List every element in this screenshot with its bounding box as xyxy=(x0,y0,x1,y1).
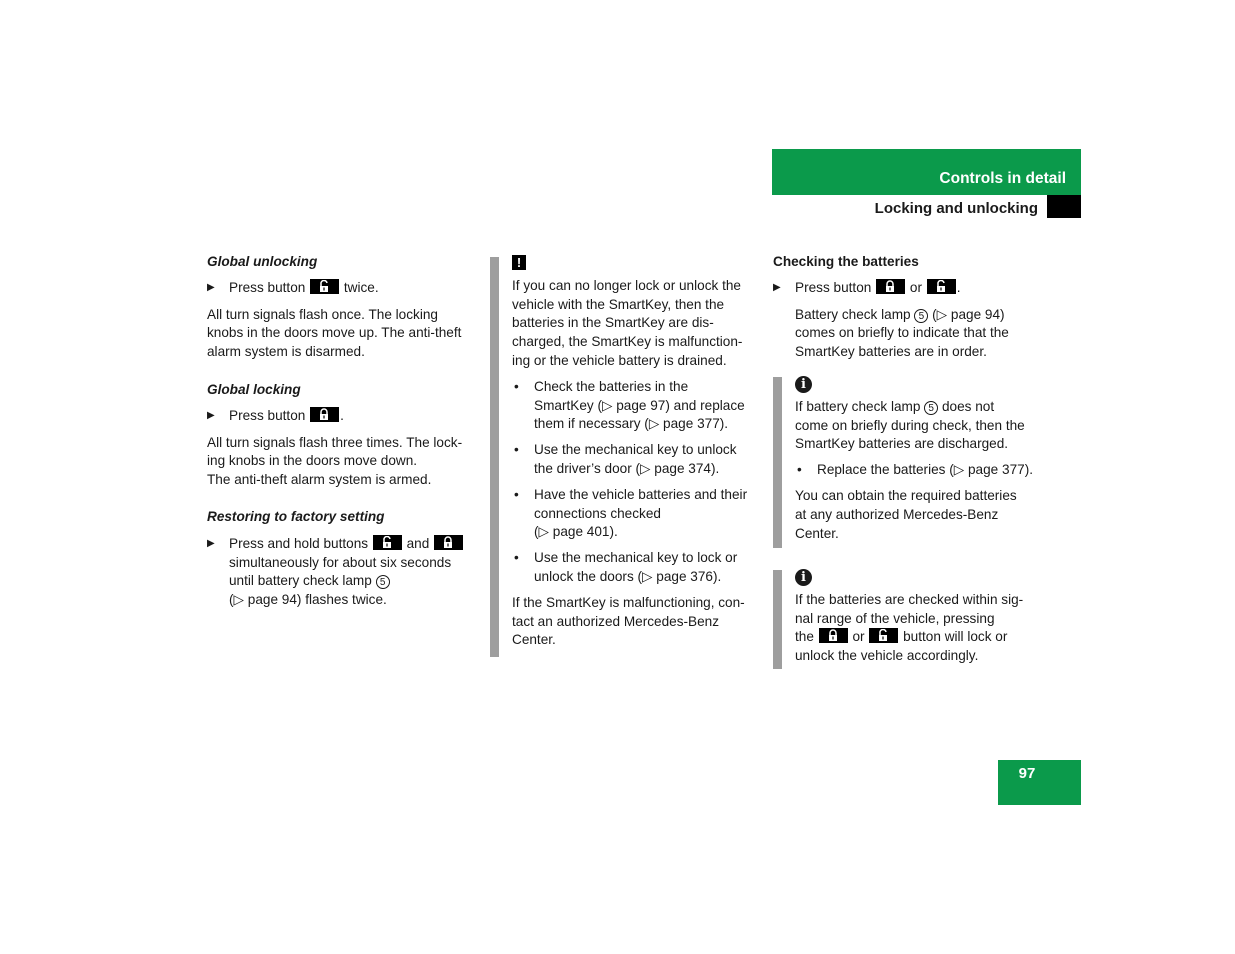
info-icon: i xyxy=(795,376,812,393)
header-bar xyxy=(772,149,1081,195)
warning-bullet: • Check the batteries in the SmartKey (▷ page 97) and replace them if necessary (▷ page 377). xyxy=(514,378,745,432)
info-note-2 xyxy=(795,568,1045,666)
info-bullet: • Replace the batteries (▷ page 377). xyxy=(797,462,1033,478)
info-note-2-text: If the batteries are checked within sig- nal range of the vehicle, pressing the or button will lock or unlock the vehicle accordingly. xyxy=(795,591,1024,664)
info-bar xyxy=(773,377,782,548)
global-unlocking-text: All turn signals flash once. The locking knobs in the doors move up. The anti-theft alarm system is disarmed. xyxy=(207,306,462,360)
right-column xyxy=(773,253,1043,362)
checking-result: Battery check lamp 5 (▷ page 94) comes on briefly to indicate that the SmartKey batteries are in order. xyxy=(795,306,1009,360)
info-note-1 xyxy=(795,375,1045,543)
heading-global-locking: Global locking xyxy=(207,381,301,397)
lamp-number: 5 xyxy=(914,309,928,323)
heading-restoring: Restoring to factory setting xyxy=(207,508,385,524)
unlock-icon xyxy=(927,279,956,294)
info-note-1-text: If battery check lamp 5 does not come on briefly during check, then the SmartKey batteries are discharged. xyxy=(795,398,1025,452)
step-global-locking: ▶ Press button . xyxy=(207,407,477,426)
info-icon: i xyxy=(795,569,812,586)
step-restoring: ▶ Press and hold buttons and simultaneously for about six seconds until battery check lamp 5 (▷ page 94) flashes twice. xyxy=(207,535,477,610)
lock-icon xyxy=(434,535,463,550)
warning-bullet: • Use the mechanical key to lock or unlock the doors (▷ page 376). xyxy=(514,550,738,584)
triangle-right-icon: ▶ xyxy=(207,537,215,549)
page-number-box xyxy=(998,760,1081,805)
lock-icon xyxy=(819,628,848,643)
info-header xyxy=(795,568,1045,587)
lock-icon xyxy=(876,279,905,294)
step-global-unlocking: ▶ Press button twice. xyxy=(207,279,477,298)
section-title: Controls in detail xyxy=(939,170,1066,187)
warning-box xyxy=(512,254,762,650)
info-header xyxy=(795,375,1045,394)
heading-checking-batteries: Checking the batteries xyxy=(773,254,919,269)
lamp-number: 5 xyxy=(924,401,938,415)
triangle-right-icon: ▶ xyxy=(773,281,781,293)
lock-icon xyxy=(310,407,339,422)
left-column xyxy=(207,253,477,610)
info-bar xyxy=(773,570,782,669)
warning-bullet: • Have the vehicle batteries and their connections checked (▷ page 401). xyxy=(514,486,748,540)
page-number: 97 xyxy=(1018,765,1036,782)
step-checking: ▶ Press button or . xyxy=(773,279,1043,298)
lamp-number: 5 xyxy=(376,575,390,589)
info-note-1-closing: You can obtain the required batteries at any authorized Mercedes-Benz Center. xyxy=(795,487,1017,541)
warning-icon: ! xyxy=(512,255,526,270)
unlock-icon xyxy=(373,535,402,550)
warning-header xyxy=(512,254,762,273)
unlock-icon xyxy=(869,628,898,643)
warning-bar xyxy=(490,257,499,657)
warning-closing: If the SmartKey is malfunctioning, con- tact an authorized Mercedes-Benz Center. xyxy=(512,594,745,648)
triangle-right-icon: ▶ xyxy=(207,281,215,293)
warning-intro: If you can no longer lock or unlock the vehicle with the SmartKey, then the batteries in the SmartKey are dis- charged, the SmartKey is malfunction- ing or the vehicle battery is drained. xyxy=(512,277,743,368)
section-subtitle: Locking and unlocking xyxy=(874,200,1038,217)
unlock-icon xyxy=(310,279,339,294)
warning-bullet: • Use the mechanical key to unlock the driver’s door (▷ page 374). xyxy=(514,442,737,476)
heading-global-unlocking: Global unlocking xyxy=(207,254,318,269)
header-marker xyxy=(1047,195,1081,218)
global-locking-text: All turn signals flash three times. The lock- ing knobs in the doors move down. The anti-theft alarm system is armed. xyxy=(207,434,463,488)
triangle-right-icon: ▶ xyxy=(207,409,215,421)
